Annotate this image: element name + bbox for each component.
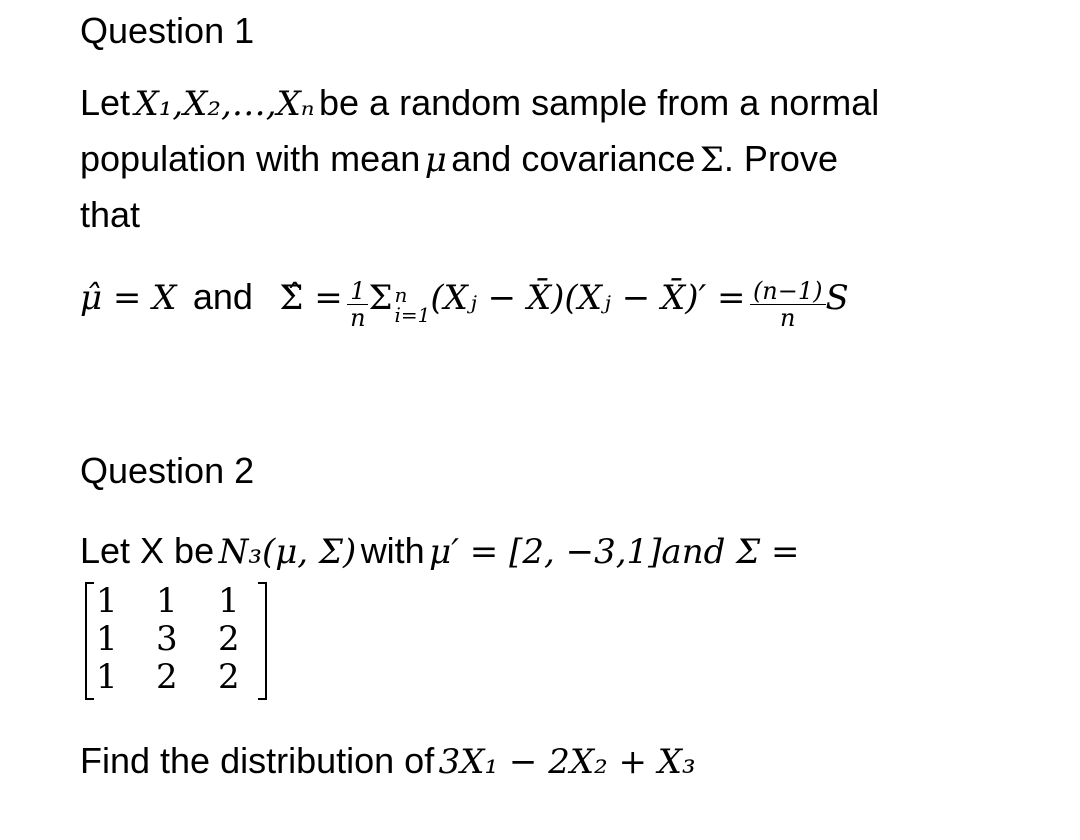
sample-variables: X₁,X₂,…,Xₙ	[134, 84, 315, 124]
question-2-heading: Question 2	[80, 450, 255, 491]
q1-statement-line-3: that	[80, 194, 141, 235]
n-minus-1-over-n-fraction: $\frac{(n-1)}{n}$	[750, 278, 826, 331]
question-1-heading: Question 1	[80, 10, 255, 51]
q1-statement-line-1: Let X₁,X₂,…,Xₙ be a random sample from a normal	[80, 82, 880, 124]
linear-combination: 3X₁ − 2X₂ + X₃	[438, 742, 696, 782]
matrix-cell: 2	[218, 619, 240, 659]
q1-formula: μ̂ = X and Σ̂ = $\frac{1}{n}$ Σ n i=1 (Xⱼ − X̄)(Xⱼ − X̄)′ = $\frac{(n-1)}{n}$ S	[80, 276, 849, 333]
matrix-cell: 1	[156, 581, 178, 621]
matrix-entries	[96, 582, 262, 696]
q2-find-line: Find the distribution of 3X₁ − 2X₂ + X₃	[80, 740, 696, 782]
mu-symbol: μ	[424, 140, 447, 180]
matrix-cell: 1	[96, 581, 118, 621]
mean-vector-and-sigma: μ′ = [2, −3,1]and Σ =	[429, 532, 800, 572]
s-symbol: S	[825, 278, 849, 318]
normal-distribution: N₃(μ, Σ)	[218, 532, 357, 572]
sigma-symbol: Σ	[699, 140, 724, 180]
matrix-cell: 2	[218, 657, 240, 697]
covariance-body: (Xⱼ − X̄)(Xⱼ − X̄)′ =	[430, 278, 746, 318]
q1-statement-line-2: population with mean μ and covariance Σ. Prove	[80, 138, 838, 180]
q2-statement-line-1: Let X be N₃(μ, Σ) with μ′ = [2, −3,1]and Σ =	[80, 530, 800, 572]
summation-symbol: Σ	[368, 278, 393, 318]
one-over-n-fraction: $\frac{1}{n}$	[347, 278, 368, 331]
covariance-matrix	[82, 580, 248, 697]
matrix-cell: 3	[156, 619, 178, 659]
matrix-cell: 1	[96, 619, 118, 659]
matrix-cell: 1	[218, 581, 240, 621]
summation-limits: n i=1	[394, 282, 431, 327]
matrix-cell: 1	[96, 657, 118, 697]
matrix-cell: 2	[156, 657, 178, 697]
mu-hat-expression: μ̂ = X	[80, 278, 177, 318]
sigma-hat-expression: Σ̂ =	[279, 278, 343, 318]
